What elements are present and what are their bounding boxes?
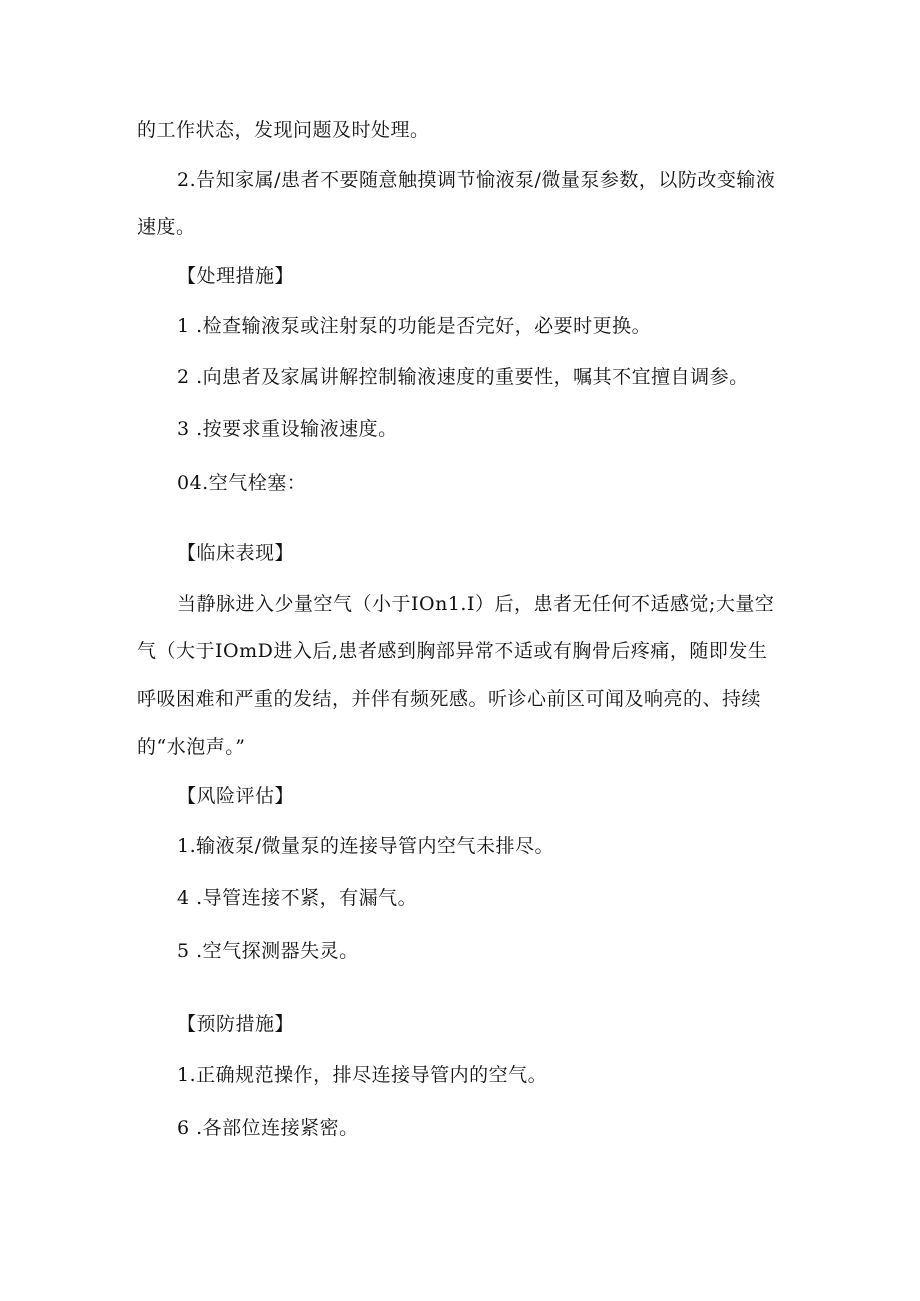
list-item: 3 .按要求重设输液速度。 bbox=[177, 418, 398, 440]
paragraph-line: 速度。 bbox=[137, 216, 196, 238]
section-heading: 【处理措施】 bbox=[177, 265, 295, 287]
paragraph-line: 呼吸困难和严重的发结，并伴有频死感。听诊心前区可闻及响亮的、持续 bbox=[137, 688, 762, 710]
section-title: 04.空气栓塞： bbox=[177, 472, 307, 494]
section-heading: 【临床表现】 bbox=[177, 542, 295, 564]
paragraph-line: 的“水泡声。” bbox=[137, 736, 246, 758]
list-item: 4 .导管连接不紧，有漏气。 bbox=[177, 887, 418, 909]
list-item: 1 .检查输液泵或注射泵的功能是否完好，必要时更换。 bbox=[177, 315, 652, 337]
list-item: 1.输液泵/微量泵的连接导管内空气未排尽。 bbox=[177, 835, 555, 857]
section-heading: 【预防措施】 bbox=[177, 1013, 295, 1035]
list-item: 2 .向患者及家属讲解控制输液速度的重要性，嘱其不宜擅自调参。 bbox=[177, 366, 749, 388]
list-item: 5 .空气探测器失灵。 bbox=[177, 940, 359, 962]
paragraph-line: 气（大于IOmD进入后,患者感到胸部异常不适或有胸骨后疼痛，随即发生 bbox=[137, 640, 768, 662]
list-item: 6 .各部位连接紧密。 bbox=[177, 1117, 359, 1139]
list-item: 1.正确规范操作，排尽连接导管内的空气。 bbox=[177, 1064, 548, 1086]
paragraph-line: 2.告知家属/患者不要随意触摸调节愉液泵/微量泵参数，以防改变输液 bbox=[177, 169, 776, 191]
paragraph-line: 当静脉进入少量空气（小于IOn1.I）后，患者无任何不适感觉;大量空 bbox=[177, 593, 775, 615]
section-heading: 【风险评估】 bbox=[177, 785, 295, 807]
paragraph-line: 的工作状态，发现问题及时处理。 bbox=[137, 119, 430, 141]
